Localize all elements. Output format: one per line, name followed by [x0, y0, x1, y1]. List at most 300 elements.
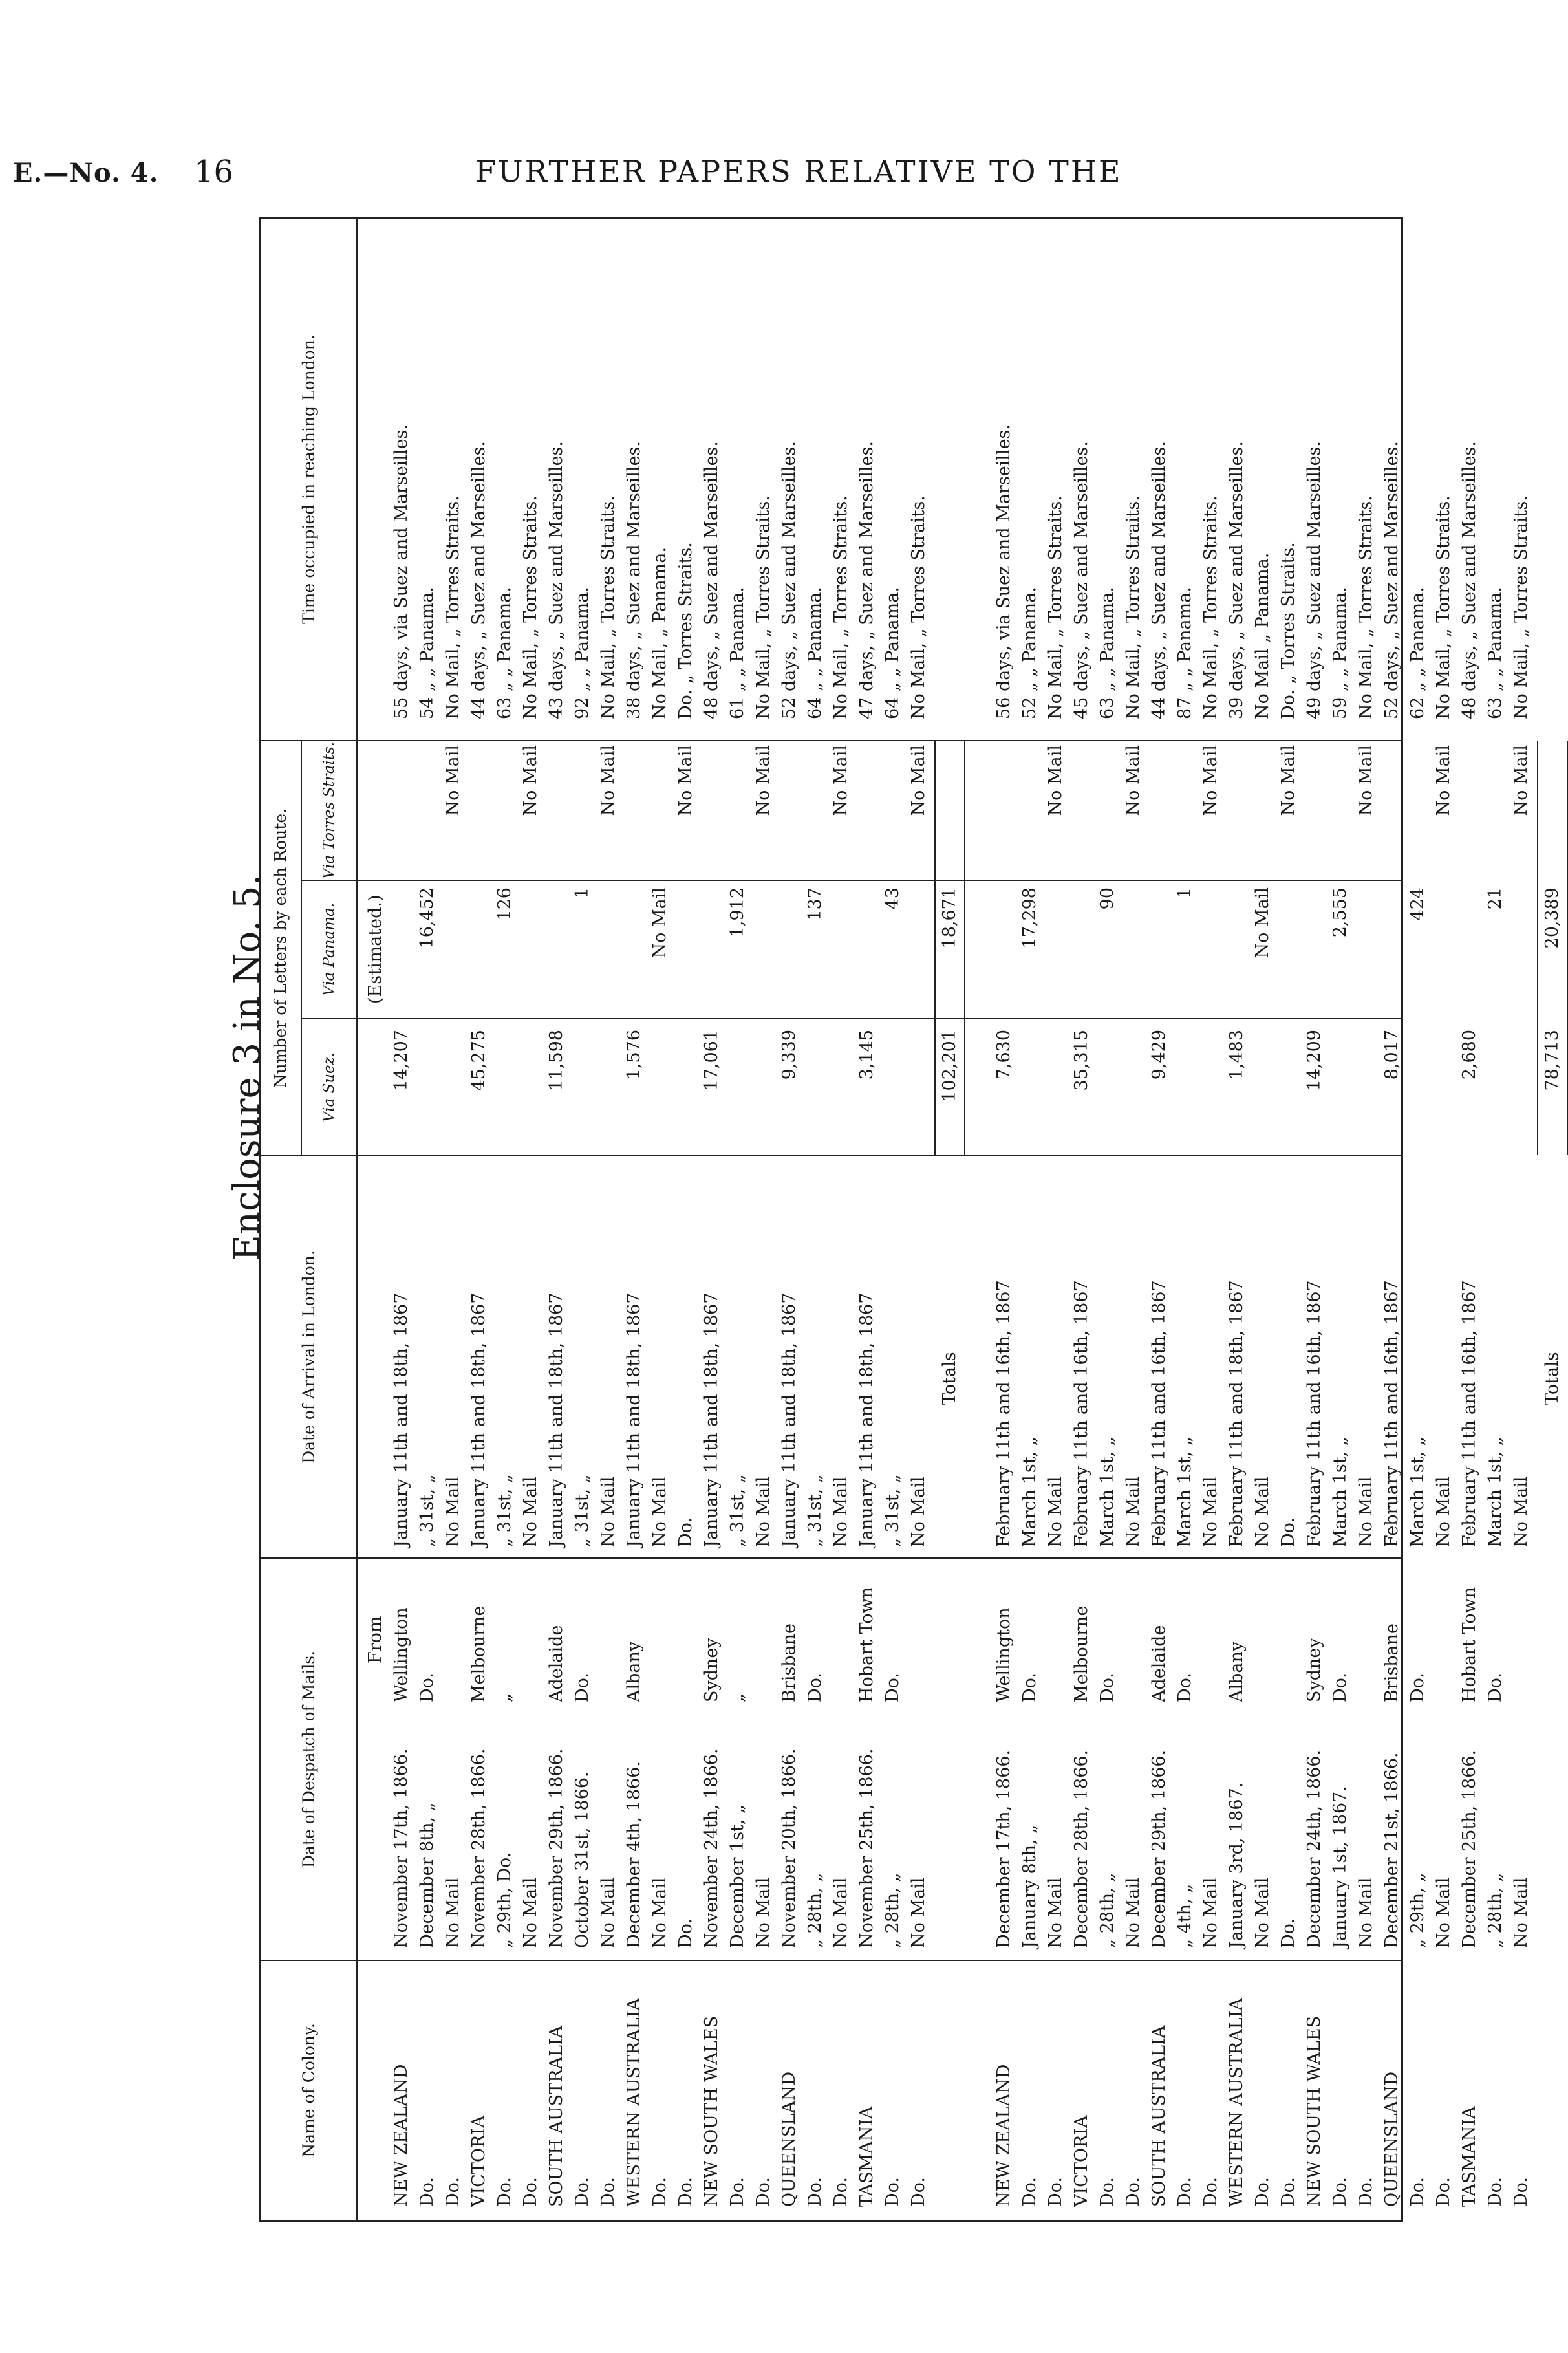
- arrival-date-cell: No Mail: [1201, 1476, 1221, 1547]
- time-occupied-cell: 63 „ „ Panama.: [495, 587, 515, 719]
- panama-count-cell: [1379, 887, 1405, 1010]
- despatch-town-cell: Adelaide: [1149, 1625, 1169, 1702]
- despatch-date-cell: No Mail: [1434, 1877, 1454, 1948]
- time-occupied-cell: Do. „ Torres Straits.: [1278, 542, 1298, 719]
- colony-cell: QUEENSLAND: [1382, 2071, 1402, 2207]
- despatch-town-cell: Melbourne: [469, 1605, 489, 1702]
- suez-count-cell: [673, 1030, 699, 1140]
- table-row: [1431, 219, 1457, 2220]
- colony-cell: Do.: [831, 2176, 851, 2207]
- arrival-date-cell: „ 31st, „: [727, 1474, 747, 1547]
- suez-count-cell: 45,275: [469, 1030, 489, 1091]
- arrival-date-cell: February 11th and 16th, 1867: [1071, 1280, 1091, 1547]
- section-subheader: [363, 219, 389, 2220]
- despatch-town-cell: „: [495, 1693, 515, 1702]
- arrival-date-cell: „ 31st, „: [417, 1474, 437, 1547]
- arrival-date-cell: January 11th and 18th, 1867: [857, 1292, 877, 1547]
- enclosure-title: Enclosure 3 in No. 5.: [226, 874, 268, 1261]
- despatch-date-cell: November 29th, 1866.: [546, 1748, 566, 1948]
- table-row: [1483, 219, 1509, 2220]
- arrival-date-cell: February 11th and 16th, 1867: [1304, 1280, 1324, 1547]
- arrival-date-cell: January 11th and 18th, 1867: [779, 1292, 799, 1547]
- panama-count-cell: 43: [883, 887, 903, 910]
- time-occupied-cell: 64 „ „ Panama.: [883, 587, 903, 719]
- colony-cell: Do.: [1201, 2176, 1221, 2207]
- time-occupied-cell: 61 „ „ Panama.: [727, 587, 747, 719]
- header-arrival: Date of Arrival in London.: [299, 1250, 318, 1464]
- time-occupied-cell: 87 „ „ Panama.: [1175, 587, 1195, 719]
- panama-count-cell: [673, 887, 699, 1010]
- despatch-date-cell: December 21st, 1866.: [1382, 1752, 1402, 1948]
- torres-count-cell: [1017, 745, 1043, 868]
- mail-table: [259, 217, 1562, 2222]
- suez-count-cell: [725, 1030, 751, 1140]
- suez-count-cell: [596, 1030, 621, 1140]
- despatch-town-cell: [1276, 1592, 1302, 1702]
- torres-count-cell: [880, 745, 906, 868]
- table-row: [1146, 219, 1172, 2220]
- suez-count-cell: 14,207: [391, 1030, 411, 1091]
- suez-count-cell: [570, 1030, 596, 1140]
- torres-count-cell: No Mail: [908, 745, 929, 816]
- totals-label: Totals: [940, 1352, 960, 1405]
- totals-suez: 78,713: [1542, 1030, 1562, 1091]
- time-occupied-cell: No Mail, „ Torres Straits.: [521, 495, 541, 719]
- torres-count-cell: No Mail: [521, 745, 541, 816]
- panama-count-cell: [1431, 887, 1457, 1010]
- despatch-date-cell: „ 28th, „: [883, 1872, 903, 1948]
- panama-count-cell: [389, 887, 414, 1010]
- time-occupied-cell: 48 days, „ Suez and Marseilles.: [702, 441, 722, 719]
- torres-count-cell: [1172, 745, 1198, 868]
- panama-count-cell: [1146, 887, 1172, 1010]
- suez-count-cell: 8,017: [1382, 1030, 1402, 1080]
- colony-cell: VICTORIA: [469, 2115, 489, 2207]
- despatch-town-cell: Albany: [624, 1641, 644, 1702]
- time-occupied-cell: 64 „ „ Panama.: [805, 587, 825, 719]
- totals-label: Totals: [1542, 1352, 1562, 1405]
- torres-count-cell: [777, 745, 802, 868]
- torres-count-cell: [1146, 745, 1172, 868]
- torres-count-cell: No Mail: [1046, 745, 1066, 816]
- despatch-date-cell: November 20th, 1866.: [779, 1748, 799, 1948]
- table-row: [1457, 219, 1483, 2220]
- arrival-date-cell: No Mail: [1123, 1476, 1143, 1547]
- panama-count-cell: [751, 887, 777, 1010]
- suez-count-cell: 3,145: [857, 1030, 877, 1080]
- colony-cell: Do.: [1356, 2176, 1376, 2207]
- time-occupied-cell: No Mail, „ Torres Straits.: [1046, 495, 1066, 719]
- suez-count-cell: [1095, 1030, 1121, 1140]
- suez-count-cell: [1172, 1030, 1198, 1140]
- despatch-date-cell: January 1st, 1867.: [1330, 1786, 1350, 1948]
- table-row: [1276, 219, 1302, 2220]
- panama-count-cell: [1198, 887, 1224, 1010]
- despatch-town-cell: [1353, 1592, 1379, 1702]
- panama-count-cell: 16,452: [417, 887, 437, 949]
- colony-cell: Do.: [727, 2176, 747, 2207]
- despatch-date-cell: December 4th, 1866.: [624, 1761, 644, 1948]
- despatch-date-cell: December 1st, „: [727, 1804, 747, 1948]
- table-row: [699, 219, 725, 2220]
- totals-rule: [934, 741, 936, 1155]
- despatch-town-cell: Do.: [1485, 1672, 1505, 1702]
- time-occupied-cell: 55 days, via Suez and Marseilles.: [391, 424, 411, 719]
- despatch-date-cell: January 8th, „: [1020, 1824, 1040, 1948]
- colony-cell: Do.: [495, 2176, 515, 2207]
- despatch-date-cell: No Mail: [1201, 1877, 1221, 1948]
- colony-cell: TASMANIA: [1459, 2106, 1479, 2207]
- table-header: [261, 219, 358, 2220]
- despatch-date-cell: No Mail: [1046, 1877, 1066, 1948]
- torres-count-cell: [647, 745, 673, 868]
- despatch-date-cell: No Mail: [650, 1877, 670, 1948]
- table-row: [1250, 219, 1276, 2220]
- colony-cell: WESTERN AUSTRALIA: [1227, 1998, 1247, 2207]
- table-row: [906, 219, 932, 2220]
- time-occupied-cell: No Mail, „ Torres Straits.: [1123, 495, 1143, 719]
- torres-count-cell: No Mail: [1123, 745, 1143, 816]
- despatch-town-cell: Do.: [883, 1672, 903, 1702]
- suez-count-cell: [906, 1030, 932, 1140]
- arrival-date-cell: No Mail: [1046, 1476, 1066, 1547]
- colony-cell: Do.: [676, 2176, 696, 2207]
- time-occupied-cell: 52 days, „ Suez and Marseilles.: [1382, 441, 1402, 719]
- time-occupied-cell: 48 days, „ Suez and Marseilles.: [1459, 441, 1479, 719]
- arrival-date-cell: No Mail: [1356, 1476, 1376, 1547]
- time-occupied-cell: Do. „ Torres Straits.: [676, 542, 696, 719]
- torres-count-cell: No Mail: [831, 745, 851, 816]
- document-reference: E.—No. 4.: [13, 158, 159, 188]
- colony-cell: Do.: [521, 2176, 541, 2207]
- time-occupied-cell: 47 days, „ Suez and Marseilles.: [857, 441, 877, 719]
- despatch-town-cell: [518, 1592, 544, 1702]
- arrival-date-cell: March 1st, „: [1020, 1437, 1040, 1547]
- suez-count-cell: [1276, 1030, 1302, 1140]
- time-occupied-cell: 39 days, „ Suez and Marseilles.: [1227, 441, 1247, 719]
- time-occupied-cell: 59 „ „ Panama.: [1330, 587, 1350, 719]
- estimated-label: (Estimated.): [365, 895, 385, 1004]
- rotated-table-wrapper: [259, 217, 1562, 2222]
- torres-count-cell: [725, 745, 751, 868]
- despatch-date-cell: No Mail: [598, 1877, 618, 1948]
- torres-count-cell: [1069, 745, 1095, 868]
- table-row: [621, 219, 647, 2220]
- panama-count-cell: [1069, 887, 1095, 1010]
- table-row: [1353, 219, 1379, 2220]
- despatch-date-cell: No Mail: [443, 1877, 463, 1948]
- despatch-date-cell: December 17th, 1866.: [994, 1750, 1014, 1948]
- despatch-date-cell: December 29th, 1866.: [1149, 1750, 1169, 1948]
- colony-cell: Do.: [598, 2176, 618, 2207]
- despatch-town-cell: [1198, 1592, 1224, 1702]
- page-number: 16: [194, 154, 234, 190]
- panama-count-cell: 424: [1408, 887, 1428, 921]
- totals-panama: 20,389: [1542, 887, 1562, 949]
- colony-cell: Do.: [883, 2176, 903, 2207]
- colony-cell: NEW ZEALAND: [994, 2064, 1014, 2207]
- despatch-date-cell: No Mail: [1511, 1877, 1531, 1948]
- colony-cell: Do.: [805, 2176, 825, 2207]
- table-row: [751, 219, 777, 2220]
- torres-count-cell: [570, 745, 596, 868]
- panama-count-cell: [1457, 887, 1483, 1010]
- torres-count-cell: No Mail: [1278, 745, 1298, 816]
- torres-count-cell: No Mail: [598, 745, 618, 816]
- suez-count-cell: [1353, 1030, 1379, 1140]
- colony-cell: Do.: [443, 2176, 463, 2207]
- time-occupied-cell: No Mail, „ Panama.: [650, 547, 670, 719]
- despatch-date-cell: No Mail: [753, 1877, 773, 1948]
- suez-count-cell: [1509, 1030, 1534, 1140]
- colony-cell: TASMANIA: [857, 2106, 877, 2207]
- panama-count-cell: [1224, 887, 1250, 1010]
- despatch-date-cell: No Mail: [1356, 1877, 1376, 1948]
- table-row: [1224, 219, 1250, 2220]
- suez-count-cell: [440, 1030, 466, 1140]
- arrival-date-cell: February 11th and 18th, 1867: [1227, 1280, 1247, 1547]
- panama-count-cell: 1: [1175, 887, 1195, 899]
- suez-count-cell: [1327, 1030, 1353, 1140]
- arrival-date-cell: No Mail: [831, 1476, 851, 1547]
- despatch-town-cell: Do.: [1330, 1672, 1350, 1702]
- despatch-date-cell: December 25th, 1866.: [1459, 1750, 1479, 1948]
- arrival-date-cell: Do.: [1278, 1517, 1298, 1547]
- arrival-date-cell: No Mail: [598, 1476, 618, 1547]
- suez-count-cell: [1017, 1030, 1043, 1140]
- arrival-date-cell: „ 31st, „: [805, 1474, 825, 1547]
- table-row: [1509, 219, 1534, 2220]
- despatch-town-cell: [647, 1592, 673, 1702]
- suez-count-cell: [1043, 1030, 1069, 1140]
- table-row: [544, 219, 570, 2220]
- time-occupied-cell: No Mail, „ Torres Straits.: [908, 495, 929, 719]
- suez-count-cell: [751, 1030, 777, 1140]
- time-occupied-cell: No Mail, „ Torres Straits.: [753, 495, 773, 719]
- torres-count-cell: [1483, 745, 1509, 868]
- table-row: [1198, 219, 1224, 2220]
- despatch-town-cell: Albany: [1227, 1641, 1247, 1702]
- torres-count-cell: [1327, 745, 1353, 868]
- colony-cell: Do.: [908, 2176, 929, 2207]
- despatch-date-cell: „ 4th, „: [1175, 1883, 1195, 1948]
- colony-cell: Do.: [1046, 2176, 1066, 2207]
- suez-count-cell: 9,339: [779, 1030, 799, 1080]
- panama-count-cell: [699, 887, 725, 1010]
- colony-cell: SOUTH AUSTRALIA: [1149, 2025, 1169, 2207]
- panama-count-cell: 21: [1485, 887, 1505, 910]
- time-occupied-cell: No Mail „ Panama.: [1252, 552, 1273, 719]
- time-occupied-cell: No Mail, „ Torres Straits.: [831, 495, 851, 719]
- suez-count-cell: [518, 1030, 544, 1140]
- table-row: [1069, 219, 1095, 2220]
- despatch-date-cell: „ 29th, Do.: [495, 1852, 515, 1948]
- arrival-date-cell: No Mail: [1434, 1476, 1454, 1547]
- despatch-town-cell: Sydney: [1304, 1638, 1324, 1702]
- time-occupied-cell: No Mail, „ Torres Straits.: [1201, 495, 1221, 719]
- time-occupied-cell: 38 days, „ Suez and Marseilles.: [624, 441, 644, 719]
- arrival-date-cell: „ 31st, „: [572, 1474, 592, 1547]
- suez-count-cell: [492, 1030, 518, 1140]
- table-row: [1095, 219, 1121, 2220]
- arrival-date-cell: February 11th and 16th, 1867: [1459, 1280, 1479, 1547]
- time-occupied-cell: 49 days, „ Suez and Marseilles.: [1304, 441, 1324, 719]
- suez-count-cell: [1250, 1030, 1276, 1140]
- time-occupied-cell: 54 „ „ Panama.: [417, 587, 437, 719]
- arrival-date-cell: March 1st, „: [1408, 1437, 1428, 1547]
- colony-cell: Do.: [1511, 2176, 1531, 2207]
- despatch-town-cell: Adelaide: [546, 1625, 566, 1702]
- table-row: [389, 219, 414, 2220]
- table-row: [802, 219, 828, 2220]
- despatch-date-cell: December 24th, 1866.: [1304, 1750, 1324, 1948]
- torres-count-cell: [414, 745, 440, 868]
- arrival-date-cell: March 1st, „: [1330, 1437, 1350, 1547]
- suez-count-cell: [802, 1030, 828, 1140]
- table-row: [647, 219, 673, 2220]
- suez-count-cell: [1405, 1030, 1431, 1140]
- suez-count-cell: [1431, 1030, 1457, 1140]
- despatch-date-cell: No Mail: [1252, 1877, 1273, 1948]
- panama-count-cell: 1: [572, 887, 592, 899]
- colony-cell: SOUTH AUSTRALIA: [546, 2025, 566, 2207]
- despatch-date-cell: December 28th, 1866.: [1071, 1750, 1091, 1948]
- torres-count-cell: [621, 745, 647, 868]
- header-letters-group: Number of Letters by each Route.: [261, 741, 302, 1155]
- header-time: Time occupied in reaching London.: [299, 334, 318, 624]
- panama-count-cell: [1276, 887, 1302, 1010]
- arrival-date-cell: February 11th and 16th, 1867: [994, 1280, 1014, 1547]
- arrival-date-cell: No Mail: [753, 1476, 773, 1547]
- table-row: [414, 219, 440, 2220]
- torres-count-cell: [1457, 745, 1483, 868]
- panama-count-cell: [1121, 887, 1146, 1010]
- colony-cell: Do.: [1434, 2176, 1454, 2207]
- table-row: [518, 219, 544, 2220]
- totals-row: [1540, 219, 1565, 2220]
- torres-count-cell: [854, 745, 880, 868]
- table-row: [466, 219, 492, 2220]
- colony-cell: NEW ZEALAND: [391, 2064, 411, 2207]
- running-title: FURTHER PAPERS RELATIVE TO THE: [475, 154, 1122, 189]
- time-occupied-cell: 44 days, „ Suez and Marseilles.: [469, 441, 489, 719]
- despatch-date-cell: No Mail: [831, 1877, 851, 1948]
- arrival-date-cell: January 11th and 18th, 1867: [624, 1292, 644, 1547]
- torres-count-cell: [466, 745, 492, 868]
- table-row: [854, 219, 880, 2220]
- torres-count-cell: No Mail: [1201, 745, 1221, 816]
- torres-count-cell: No Mail: [1434, 745, 1454, 816]
- despatch-date-cell: November 24th, 1866.: [702, 1748, 722, 1948]
- table-row: [440, 219, 466, 2220]
- despatch-town-cell: Do.: [572, 1672, 592, 1702]
- table-row: [991, 219, 1017, 2220]
- torres-count-cell: [1379, 745, 1405, 868]
- suez-count-cell: 14,209: [1304, 1030, 1324, 1091]
- panama-count-cell: [596, 887, 621, 1010]
- colony-cell: Do.: [572, 2176, 592, 2207]
- arrival-date-cell: „ 31st, „: [495, 1474, 515, 1547]
- arrival-date-cell: March 1st, „: [1097, 1437, 1117, 1547]
- torres-count-cell: [1302, 745, 1327, 868]
- panama-count-cell: [854, 887, 880, 1010]
- despatch-town-cell: „: [727, 1693, 747, 1702]
- despatch-date-cell: No Mail: [521, 1877, 541, 1948]
- despatch-date-cell: No Mail: [1123, 1877, 1143, 1948]
- arrival-date-cell: March 1st, „: [1485, 1437, 1505, 1547]
- despatch-date-cell: December 8th, „: [417, 1802, 437, 1948]
- panama-count-cell: 90: [1097, 887, 1117, 910]
- table-row: [673, 219, 699, 2220]
- suez-count-cell: 11,598: [546, 1030, 566, 1091]
- table-row: [1405, 219, 1431, 2220]
- despatch-town-cell: [751, 1592, 777, 1702]
- time-occupied-cell: No Mail, „ Torres Straits.: [1356, 495, 1376, 719]
- totals-panama: 18,671: [940, 887, 960, 949]
- despatch-town-cell: [673, 1592, 699, 1702]
- despatch-town-cell: Do.: [805, 1672, 825, 1702]
- colony-cell: NEW SOUTH WALES: [1304, 2015, 1324, 2207]
- table-row: [777, 219, 802, 2220]
- despatch-town-cell: Do.: [1408, 1672, 1428, 1702]
- despatch-town-cell: Sydney: [702, 1638, 722, 1702]
- colony-cell: Do.: [650, 2176, 670, 2207]
- despatch-town-cell: [1509, 1592, 1534, 1702]
- suez-count-cell: [414, 1030, 440, 1140]
- table-row: [1327, 219, 1353, 2220]
- despatch-town-cell: [596, 1592, 621, 1702]
- torres-count-cell: [1405, 745, 1431, 868]
- despatch-town-cell: Do.: [1020, 1672, 1040, 1702]
- despatch-date-cell: Do.: [1278, 1918, 1298, 1948]
- suez-count-cell: 17,061: [702, 1030, 722, 1091]
- despatch-town-cell: [906, 1592, 932, 1702]
- panama-count-cell: [1509, 887, 1534, 1010]
- despatch-town-cell: Wellington: [391, 1607, 411, 1702]
- despatch-date-cell: „ 29th, „: [1408, 1872, 1428, 1948]
- despatch-town-cell: [1121, 1592, 1146, 1702]
- panama-count-cell: 126: [495, 887, 515, 921]
- time-occupied-cell: 63 „ „ Panama.: [1485, 587, 1505, 719]
- table-row: [596, 219, 621, 2220]
- panama-count-cell: [1043, 887, 1069, 1010]
- colony-cell: Do.: [1485, 2176, 1505, 2207]
- torres-count-cell: [1250, 745, 1276, 868]
- panama-count-cell: 1,912: [727, 887, 747, 938]
- panama-count-cell: [828, 887, 854, 1010]
- arrival-date-cell: No Mail: [908, 1476, 929, 1547]
- despatch-date-cell: „ 28th, „: [805, 1872, 825, 1948]
- despatch-date-cell: January 3rd, 1867.: [1227, 1782, 1247, 1948]
- panama-count-cell: [466, 887, 492, 1010]
- table-row: [570, 219, 596, 2220]
- colony-cell: Do.: [1278, 2176, 1298, 2207]
- time-occupied-cell: No Mail, „ Torres Straits.: [443, 495, 463, 719]
- despatch-date-cell: „ 28th, „: [1485, 1872, 1505, 1948]
- time-occupied-cell: 92 „ „ Panama.: [572, 587, 592, 719]
- torres-count-cell: [544, 745, 570, 868]
- despatch-town-cell: Hobart Town: [1459, 1587, 1479, 1702]
- table-row: [1172, 219, 1198, 2220]
- panama-count-cell: [777, 887, 802, 1010]
- time-occupied-cell: 43 days, „ Suez and Marseilles.: [546, 441, 566, 719]
- torres-count-cell: [492, 745, 518, 868]
- panama-count-cell: [518, 887, 544, 1010]
- arrival-date-cell: No Mail: [521, 1476, 541, 1547]
- suez-count-cell: 1,483: [1227, 1030, 1247, 1080]
- header-colony: Name of Colony.: [299, 2023, 318, 2158]
- time-occupied-cell: 56 days, via Suez and Marseilles.: [994, 424, 1014, 719]
